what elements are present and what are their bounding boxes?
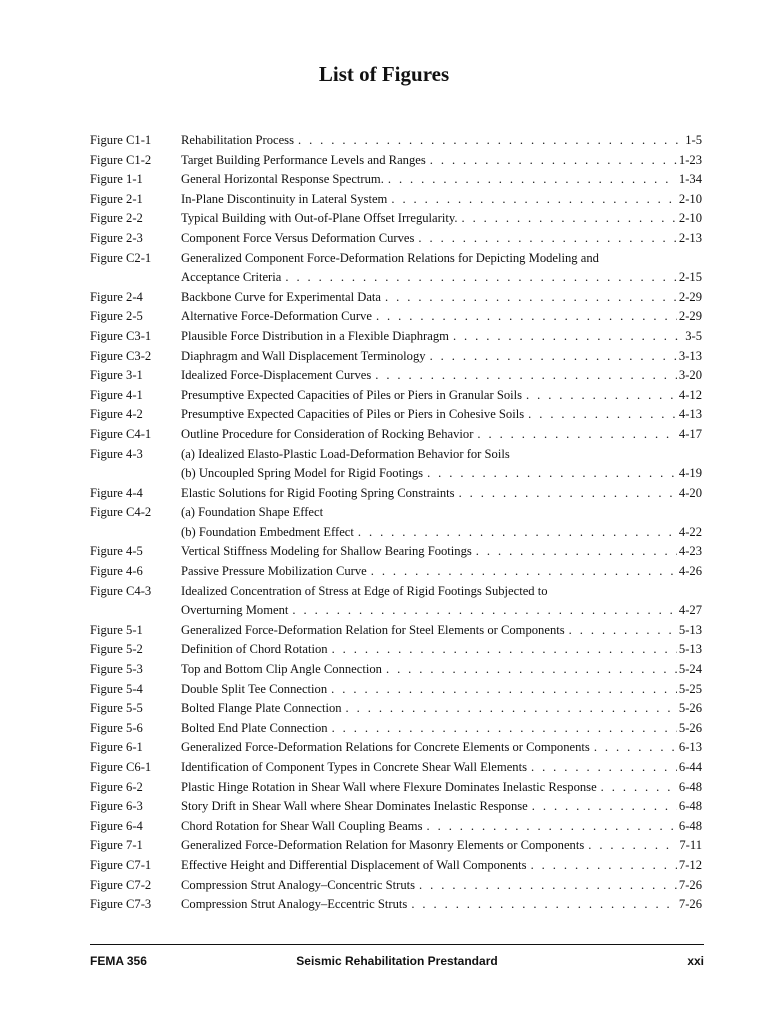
figure-entry[interactable] — [90, 327, 702, 347]
figure-label: Figure 2-1 — [90, 191, 143, 206]
figure-page-number: 1-5 — [685, 133, 702, 147]
figure-title: Presumptive Expected Capacities of Piles or Piers in Granular Soils — [181, 387, 523, 402]
figure-title: Typical Building with Out-of-Plane Offset Irregularity. — [181, 211, 458, 226]
figure-label: Figure 4-3 — [90, 446, 143, 461]
figure-page-number: 2-29 — [678, 289, 702, 304]
figure-label: Figure 5-2 — [90, 642, 143, 657]
figure-title: Diaphragm and Wall Displacement Terminology — [181, 348, 426, 363]
footer-document-title: Seismic Rehabilitation Prestandard — [296, 954, 498, 968]
figure-page-number: 4-23 — [678, 544, 702, 559]
figure-label: Figure C7-1 — [90, 857, 152, 872]
figure-entry[interactable] — [90, 131, 702, 151]
page-footer — [90, 954, 704, 970]
figure-label: Figure 2-4 — [90, 289, 143, 304]
figure-title: Idealized Force-Displacement Curves — [181, 368, 372, 383]
figure-entry[interactable] — [90, 366, 702, 386]
figure-entry[interactable] — [90, 503, 702, 542]
figure-label: Figure 5-1 — [90, 622, 143, 637]
figure-entry[interactable] — [90, 445, 702, 484]
dot-leader — [386, 660, 677, 680]
dot-leader — [532, 797, 677, 817]
figure-page-number: 6-48 — [678, 818, 702, 833]
figure-title: Elastic Solutions for Rigid Footing Spring Constraints — [181, 485, 455, 500]
figure-page-number: 7-26 — [678, 877, 702, 892]
figure-label: Figure 4-4 — [90, 485, 143, 500]
figure-title: Component Force Versus Deformation Curves — [181, 230, 415, 245]
figure-title: Overturning Moment — [181, 603, 289, 618]
figure-label: Figure 5-4 — [90, 681, 143, 696]
figure-entry[interactable] — [90, 190, 702, 210]
figure-page-number: 6-13 — [678, 740, 702, 755]
figure-title: Generalized Force-Deformation Relation for Masonry Elements or Components — [181, 838, 585, 853]
figure-title: Plausible Force Distribution in a Flexible Diaphragm — [181, 328, 449, 343]
dot-leader — [526, 386, 677, 406]
figure-title: In-Plane Discontinuity in Lateral System — [181, 191, 388, 206]
figure-title-line1: Idealized Concentration of Stress at Edge of Rigid Footings Subjected to — [181, 583, 548, 598]
figure-label: Figure 3-1 — [90, 368, 143, 383]
figure-title: Story Drift in Shear Wall where Shear Dominates Inelastic Response — [181, 799, 528, 814]
figure-entry[interactable] — [90, 817, 702, 837]
figure-entry[interactable] — [90, 542, 702, 562]
figure-title: Identification of Component Types in Concrete Shear Wall Elements — [181, 760, 527, 774]
figure-entry[interactable] — [90, 425, 702, 445]
figure-entry[interactable] — [90, 876, 702, 896]
figure-title: Passive Pressure Mobilization Curve — [181, 564, 367, 579]
list-of-figures — [90, 131, 702, 915]
figure-page-number: 5-13 — [678, 642, 702, 657]
figure-label: Figure 4-6 — [90, 564, 143, 579]
figure-title: Top and Bottom Clip Angle Connection — [181, 662, 382, 677]
figure-title: Backbone Curve for Experimental Data — [181, 289, 382, 304]
figure-entry[interactable] — [90, 856, 702, 876]
figure-page-number: 7-12 — [678, 857, 702, 872]
figure-title: Compression Strut Analogy–Concentric Struts — [181, 877, 416, 892]
figure-title: Acceptance Criteria — [181, 270, 282, 285]
figure-page-number: 3-5 — [685, 328, 702, 343]
figure-title: Compression Strut Analogy–Eccentric Struts — [181, 897, 408, 912]
figure-label: Figure 4-1 — [90, 387, 143, 402]
dot-leader — [346, 699, 677, 719]
dot-leader — [391, 190, 677, 210]
figure-page-number: 3-13 — [678, 348, 702, 363]
dot-leader — [358, 523, 677, 543]
figure-page-number: 2-10 — [678, 211, 702, 226]
figure-label: Figure C7-2 — [90, 877, 152, 892]
dot-leader — [332, 640, 677, 660]
figure-label: Figure 5-3 — [90, 662, 143, 677]
dot-leader — [418, 229, 676, 249]
dot-leader — [528, 405, 677, 425]
figure-label: Figure C2-1 — [90, 250, 152, 265]
dot-leader — [332, 719, 677, 739]
figure-title: Bolted End Plate Connection — [181, 720, 328, 735]
figure-title: Double Split Tee Connection — [181, 681, 328, 696]
dot-leader — [594, 738, 677, 758]
dot-leader — [419, 876, 677, 896]
figure-page-number: 6-48 — [678, 779, 702, 794]
figure-title: Generalized Force-Deformation Relation for Steel Elements or Components — [181, 622, 565, 637]
figure-label: Figure 1-1 — [90, 172, 143, 187]
dot-leader — [285, 268, 677, 288]
figure-label: Figure C3-2 — [90, 348, 152, 363]
dot-leader — [427, 817, 677, 837]
dot-leader — [376, 307, 677, 327]
figure-page-number: 4-26 — [678, 564, 702, 579]
figure-page-number: 1-34 — [678, 172, 702, 187]
dot-leader — [461, 209, 676, 229]
figure-page-number: 4-22 — [678, 524, 702, 539]
figure-label: Figure C4-3 — [90, 583, 152, 598]
figure-label: Figure 4-5 — [90, 544, 143, 559]
figure-title: Rehabilitation Process — [181, 133, 294, 147]
dot-leader — [411, 895, 677, 915]
figure-page-number: 5-24 — [678, 662, 702, 677]
figure-title: General Horizontal Response Spectrum. — [181, 172, 384, 187]
footer-page-number: xxi — [687, 954, 704, 968]
figure-label: Figure C4-2 — [90, 505, 152, 520]
figure-title: Target Building Performance Levels and Ranges — [181, 152, 426, 167]
figure-entry[interactable] — [90, 170, 702, 190]
figure-label: Figure C1-1 — [90, 133, 152, 147]
figure-page-number: 6-44 — [678, 760, 702, 774]
figure-entry[interactable] — [90, 758, 702, 778]
figure-title-line1: (a) Foundation Shape Effect — [181, 505, 324, 520]
dot-leader — [388, 170, 677, 190]
figure-entry[interactable] — [90, 895, 702, 915]
figure-page-number: 1-23 — [678, 152, 702, 167]
figure-label: Figure 2-2 — [90, 211, 143, 226]
figure-title: (b) Uncoupled Spring Model for Rigid Footings — [181, 466, 424, 481]
figure-label: Figure 6-4 — [90, 818, 143, 833]
figure-title: Effective Height and Differential Displacement of Wall Components — [181, 857, 527, 872]
dot-leader — [331, 680, 677, 700]
figure-entry[interactable] — [90, 719, 702, 739]
figure-label: Figure C1-2 — [90, 152, 152, 167]
figure-entry[interactable] — [90, 680, 702, 700]
dot-leader — [569, 621, 677, 641]
figure-entry[interactable] — [90, 405, 702, 425]
figure-label: Figure 5-5 — [90, 701, 143, 716]
figure-entry[interactable] — [90, 660, 702, 680]
figure-entry[interactable] — [90, 738, 702, 758]
figure-label: Figure 2-5 — [90, 309, 143, 324]
figure-page-number: 2-15 — [678, 270, 702, 285]
figure-page-number: 5-26 — [678, 720, 702, 735]
figure-page-number: 2-29 — [678, 309, 702, 324]
figure-label: Figure 2-3 — [90, 230, 143, 245]
figure-entry[interactable] — [90, 484, 702, 504]
dot-leader — [298, 131, 683, 151]
figure-entry[interactable] — [90, 836, 702, 856]
dot-leader — [476, 542, 677, 562]
figure-entry[interactable] — [90, 797, 702, 817]
dot-leader — [430, 151, 677, 171]
figure-entry[interactable] — [90, 699, 702, 719]
figure-page-number: 7-11 — [679, 838, 702, 853]
figure-entry[interactable] — [90, 778, 702, 798]
figure-title: Bolted Flange Plate Connection — [181, 701, 342, 716]
dot-leader — [453, 327, 683, 347]
figure-entry[interactable] — [90, 347, 702, 367]
figure-page-number: 4-27 — [678, 603, 702, 618]
figure-page-number: 2-10 — [678, 191, 702, 206]
figure-title: Plastic Hinge Rotation in Shear Wall where Flexure Dominates Inelastic Response — [181, 779, 597, 794]
figure-title: Definition of Chord Rotation — [181, 642, 328, 657]
figure-label: Figure 7-1 — [90, 838, 143, 853]
figure-entry[interactable] — [90, 621, 702, 641]
footer-divider — [90, 944, 704, 945]
figure-entry[interactable] — [90, 562, 702, 582]
figure-entry[interactable] — [90, 640, 702, 660]
figure-page-number: 4-12 — [678, 387, 702, 402]
figure-title: Generalized Force-Deformation Relations for Concrete Elements or Components — [181, 740, 590, 755]
dot-leader — [371, 562, 677, 582]
dot-leader — [531, 758, 677, 778]
figure-page-number: 5-13 — [678, 622, 702, 637]
figure-label: Figure 6-2 — [90, 779, 143, 794]
figure-page-number: 4-17 — [678, 426, 702, 441]
figure-page-number: 7-26 — [678, 897, 702, 912]
figure-page-number: 4-20 — [678, 485, 702, 500]
dot-leader — [601, 778, 677, 798]
figure-label: Figure C6-1 — [90, 760, 152, 774]
dot-leader — [588, 836, 677, 856]
figure-page-number: 4-19 — [678, 466, 702, 481]
dot-leader — [477, 425, 677, 445]
figure-label: Figure C7-3 — [90, 897, 152, 912]
figure-entry[interactable] — [90, 229, 702, 249]
figure-entry[interactable] — [90, 151, 702, 171]
dot-leader — [385, 288, 677, 308]
figure-entry[interactable] — [90, 249, 702, 288]
figure-entry[interactable] — [90, 288, 702, 308]
figure-entry[interactable] — [90, 307, 702, 327]
figure-page-number: 5-25 — [678, 681, 702, 696]
dot-leader — [430, 347, 677, 367]
figure-page-number: 2-13 — [678, 230, 702, 245]
figure-label: Figure 6-3 — [90, 799, 143, 814]
figure-page-number: 3-20 — [678, 368, 702, 383]
page-title: List of Figures — [318, 62, 450, 86]
dot-leader — [531, 856, 677, 876]
figure-title: Presumptive Expected Capacities of Piles or Piers in Cohesive Soils — [181, 407, 525, 422]
figure-entry[interactable] — [90, 582, 702, 621]
figure-title: Vertical Stiffness Modeling for Shallow Bearing Footings — [181, 544, 472, 559]
figure-label: Figure 4-2 — [90, 407, 143, 422]
dot-leader — [375, 366, 677, 386]
figure-label: Figure C3-1 — [90, 328, 152, 343]
dot-leader — [427, 464, 677, 484]
figure-title: (b) Foundation Embedment Effect — [181, 524, 354, 539]
figure-page-number: 6-48 — [678, 799, 702, 814]
dot-leader — [459, 484, 677, 504]
figure-label: Figure 6-1 — [90, 740, 143, 755]
figure-entry[interactable] — [90, 386, 702, 406]
figure-label: Figure C4-1 — [90, 426, 152, 441]
dot-leader — [292, 601, 677, 621]
figure-title-line1: (a) Idealized Elasto-Plastic Load-Deformation Behavior for Soils — [181, 446, 510, 461]
figure-title: Outline Procedure for Consideration of Rocking Behavior — [181, 426, 474, 441]
figure-title-line1: Generalized Component Force-Deformation Relations for Depicting Modeling and — [181, 250, 599, 265]
figure-page-number: 5-26 — [678, 701, 702, 716]
footer-document-id: FEMA 356 — [90, 954, 147, 968]
figure-title: Alternative Force-Deformation Curve — [181, 309, 372, 324]
figure-title: Chord Rotation for Shear Wall Coupling Beams — [181, 818, 423, 833]
figure-page-number: 4-13 — [678, 407, 702, 422]
figure-entry[interactable] — [90, 209, 702, 229]
figure-label: Figure 5-6 — [90, 720, 143, 735]
